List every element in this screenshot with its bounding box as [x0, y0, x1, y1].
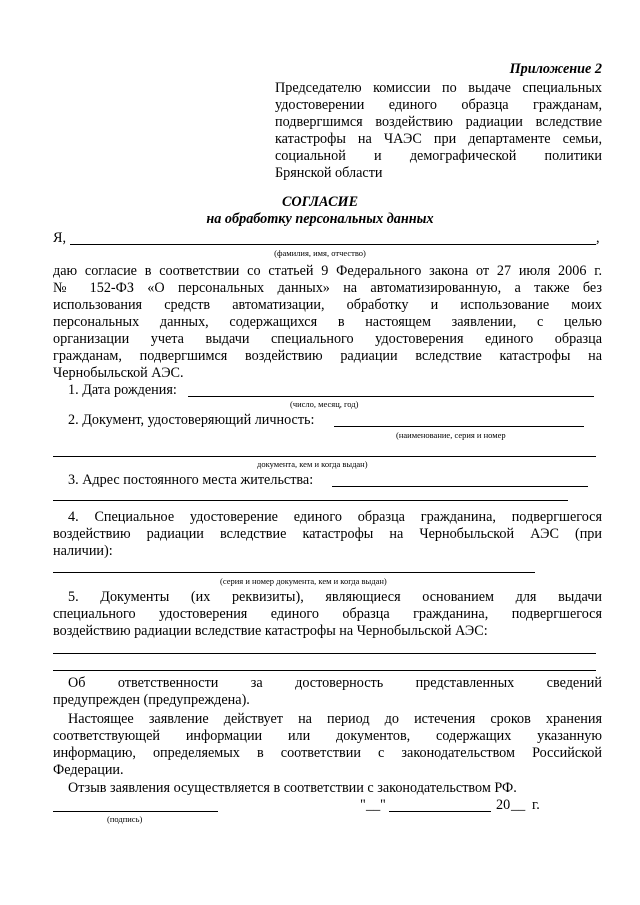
- date-open-quote: ": [360, 797, 366, 813]
- certificate-line: наличии):: [53, 543, 113, 559]
- address-field[interactable]: [332, 486, 588, 487]
- basis-line: воздействию радиации вследствие катастрофы на Чернобыльской АЭС:: [53, 623, 488, 639]
- validity-line: соответствующей информации или документов, содержащих указанную: [53, 728, 602, 744]
- address-label: 3. Адрес постоянного места жительства:: [68, 472, 314, 488]
- validity-line: Настоящее заявление действует на период до истечения сроков хранения: [68, 711, 602, 727]
- id-document-label: 2. Документ, удостоверяющий личность:: [68, 412, 315, 428]
- ya-label: Я,: [53, 230, 67, 246]
- validity-line: информацию, определяемых в соответствии с законодательством Российской: [53, 745, 602, 761]
- birthdate-field[interactable]: [188, 396, 594, 397]
- certificate-line: 4. Специальное удостоверение единого образца гражданина, подвергшегося: [68, 509, 602, 525]
- address-field-2[interactable]: [53, 500, 568, 501]
- addressee-line: катастрофы на ЧАЭС при департаменте семьи,: [275, 131, 602, 147]
- certificate-hint: (серия и номер документа, кем и когда выдан): [220, 576, 387, 586]
- addressee-line: подвергшимся воздействию радиации вследствие: [275, 114, 602, 130]
- addressee-line: удостоверении единого образца гражданам,: [275, 97, 602, 113]
- id-document-field-2[interactable]: [53, 456, 596, 457]
- responsibility-line: Об ответственности за достоверность представленных сведений: [68, 675, 602, 691]
- addressee-line: социальной и демографической политики: [275, 148, 602, 164]
- date-month-field[interactable]: [389, 811, 491, 812]
- consent-line: даю согласие в соответствии со статьей 9 Федерального закона от 27 июля 2006 г.: [53, 263, 602, 279]
- revocation-text: Отзыв заявления осуществляется в соответствии с законодательством РФ.: [68, 780, 517, 796]
- responsibility-line: предупрежден (предупреждена).: [53, 692, 250, 708]
- id-document-hint: (наименование, серия и номер: [396, 430, 506, 440]
- id-document-field[interactable]: [334, 426, 584, 427]
- birthdate-label: 1. Дата рождения:: [68, 382, 177, 398]
- consent-line: организации учета выдачи специального удостоверения единого образца: [53, 331, 602, 347]
- validity-line: Федерации.: [53, 762, 124, 778]
- date-close-quote: ": [380, 797, 386, 813]
- basis-field[interactable]: [53, 653, 596, 654]
- addressee-line: Брянской области: [275, 165, 383, 181]
- basis-line: 5. Документы (их реквизиты), являющиеся основанием для выдачи: [68, 589, 602, 605]
- signature-field[interactable]: [53, 811, 218, 812]
- id-document-hint-2: документа, кем и когда выдан): [257, 459, 368, 469]
- appendix-label: Приложение 2: [509, 61, 602, 77]
- consent-line: Чернобыльской АЭС.: [53, 365, 184, 381]
- consent-line: персональных данных, содержащихся в настоящем заявлении, с целью: [53, 314, 602, 330]
- fio-hint: (фамилия, имя, отчество): [274, 248, 366, 258]
- date-year-blank[interactable]: __: [511, 797, 526, 813]
- certificate-field[interactable]: [53, 572, 535, 573]
- consent-line: использования средств автоматизации, обработку и использование моих: [53, 297, 602, 313]
- signature-hint: (подпись): [107, 814, 143, 824]
- birthdate-hint: (число, месяц, год): [290, 399, 359, 409]
- document-title: СОГЛАСИЕ: [281, 194, 359, 210]
- basis-field-2[interactable]: [53, 670, 596, 671]
- consent-line: гражданам, подвергшимся воздействию радиации вследствие катастрофы на: [53, 348, 602, 364]
- basis-line: специального удостоверения единого образца гражданина, подвергшегося: [53, 606, 602, 622]
- fio-field[interactable]: [70, 244, 596, 245]
- document-subtitle: на обработку персональных данных: [206, 211, 434, 227]
- date-year-suffix: г.: [532, 797, 540, 813]
- fio-comma: ,: [596, 230, 600, 246]
- date-day-blank[interactable]: __: [366, 797, 381, 813]
- consent-line: № 152-ФЗ «О персональных данных» на автоматизированную, а также без: [53, 280, 602, 296]
- certificate-line: воздействию радиации вследствие катастрофы на Чернобыльской АЭС (при: [53, 526, 602, 542]
- date-year-prefix: 20: [496, 797, 511, 813]
- addressee-line: Председателю комиссии по выдаче специальных: [275, 80, 602, 96]
